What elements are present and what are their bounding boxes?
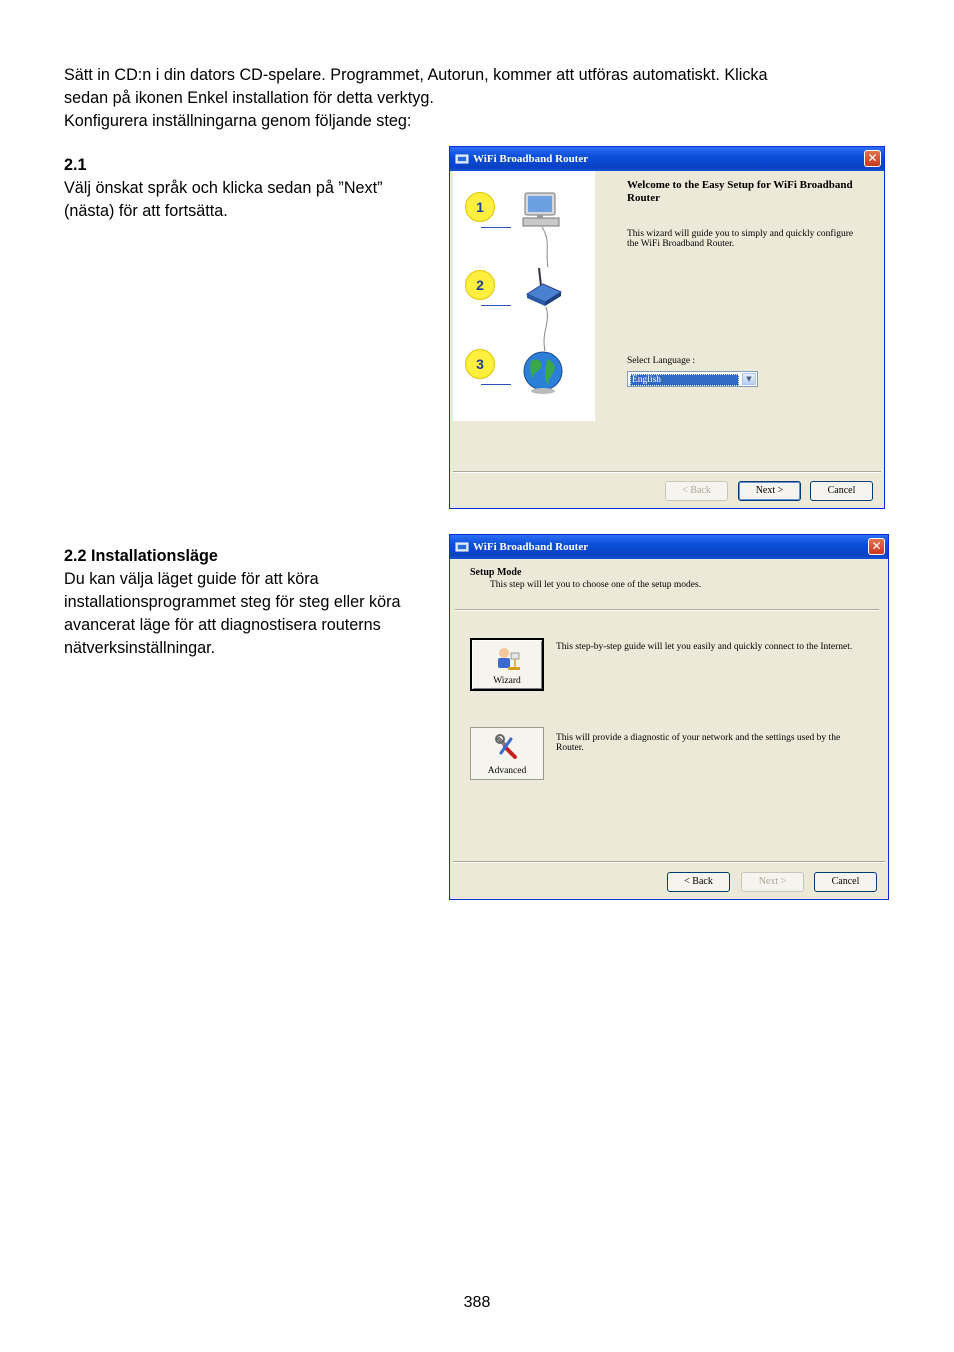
window-1-close-button[interactable] xyxy=(864,150,881,167)
window-1-body xyxy=(453,171,881,505)
app-icon xyxy=(455,540,469,554)
advanced-description: This will provide a diagnostic of your network and the settings used by the Router. xyxy=(556,733,841,753)
section-2-2-body: Du kan välja läget guide för att köra installationsprogrammet steg för steg eller köra avancerat läge för att diagnostisera routerns nätverksinställningar. xyxy=(64,570,401,657)
welcome-heading: Welcome to the Easy Setup for WiFi Broadband Router xyxy=(627,179,853,204)
tools-icon xyxy=(493,733,521,761)
chevron-down-icon[interactable]: ▼ xyxy=(742,373,756,385)
router-icon xyxy=(523,266,563,310)
cancel-button[interactable]: Cancel xyxy=(810,481,873,501)
welcome-description: This wizard will guide you to simply and quickly configure the WiFi Broadband Router. xyxy=(627,229,854,249)
step-2-badge: 2 xyxy=(465,270,495,300)
language-select-value: English xyxy=(630,374,739,386)
select-language-label: Select Language : xyxy=(627,356,696,366)
easy-setup-welcome-window xyxy=(449,146,885,509)
app-icon xyxy=(455,152,469,166)
header-separator xyxy=(455,609,879,611)
window-1-separator xyxy=(453,471,881,473)
step-3-badge: 3 xyxy=(465,349,495,379)
wizard-label: Wizard xyxy=(493,676,521,686)
section-2-2 xyxy=(64,545,434,660)
window-2-separator xyxy=(453,861,885,863)
close-icon: ✕ xyxy=(867,151,878,165)
setup-mode-window xyxy=(449,534,889,900)
wizard-icon xyxy=(494,645,522,673)
window-2-body xyxy=(453,559,885,896)
wizard-button[interactable] xyxy=(470,638,544,691)
next-button[interactable]: Next > xyxy=(741,872,804,892)
window-2-close-button[interactable] xyxy=(868,538,885,555)
section-2-2-heading: 2.2 Installationsläge xyxy=(64,547,218,565)
next-button[interactable]: Next > xyxy=(738,481,801,501)
wizard-description: This step-by-step guide will let you easily and quickly connect to the Internet. xyxy=(556,642,853,652)
cancel-button[interactable]: Cancel xyxy=(814,872,877,892)
step-1-badge: 1 xyxy=(465,192,495,222)
globe-icon xyxy=(521,349,565,395)
page-number: 388 xyxy=(463,1294,491,1311)
section-2-1-body: Välj önskat språk och klicka sedan på ”Next” (nästa) för att fortsätta. xyxy=(64,179,383,220)
back-button[interactable]: < Back xyxy=(667,872,730,892)
step-1-underline xyxy=(481,227,511,228)
setup-mode-subtitle: This step will let you to choose one of the setup modes. xyxy=(490,580,702,590)
intro-line-3: Konfigurera inställningarna genom följande steg: xyxy=(64,112,412,130)
step-3-underline xyxy=(481,384,511,385)
setup-steps-panel xyxy=(453,171,595,421)
window-1-titlebar[interactable] xyxy=(450,147,884,171)
language-select[interactable] xyxy=(627,371,758,387)
intro-text xyxy=(64,64,894,133)
advanced-label: Advanced xyxy=(487,766,527,776)
window-1-title: WiFi Broadband Router xyxy=(473,153,589,165)
setup-mode-title: Setup Mode xyxy=(470,567,522,578)
intro-line-1: Sätt in CD:n i din dators CD-spelare. Programmet, Autorun, kommer att utföras automatiskt. Klicka xyxy=(64,66,768,84)
advanced-button[interactable] xyxy=(470,727,544,780)
intro-line-2: sedan på ikonen Enkel installation för detta verktyg. xyxy=(64,89,434,107)
step-2-underline xyxy=(481,305,511,306)
back-button[interactable]: < Back xyxy=(665,481,728,501)
close-icon: ✕ xyxy=(871,539,882,553)
window-2-title: WiFi Broadband Router xyxy=(473,541,589,553)
section-2-1-heading: 2.1 xyxy=(64,156,87,174)
section-2-1 xyxy=(64,154,434,223)
computer-icon xyxy=(519,191,563,231)
window-2-titlebar[interactable] xyxy=(450,535,888,559)
